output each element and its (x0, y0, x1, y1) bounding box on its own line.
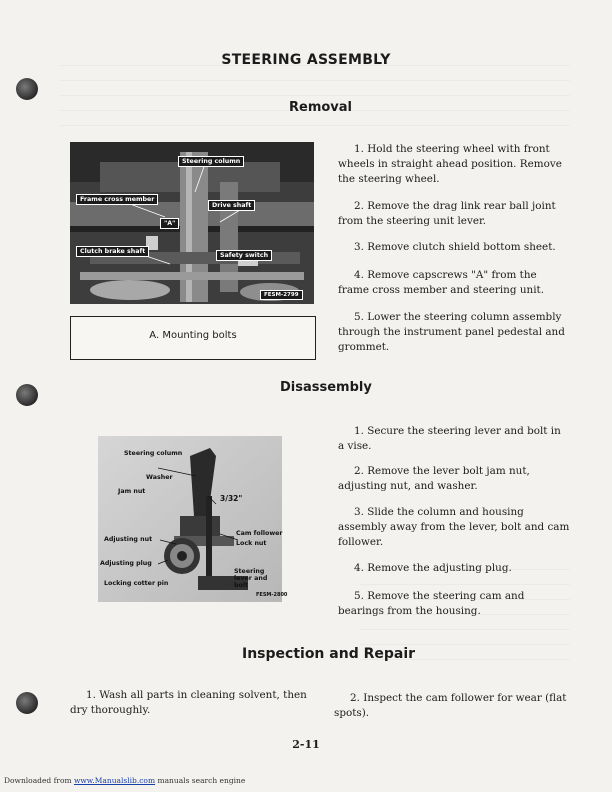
step-text: 5. Lower the steering column assembly through the instrument panel pedestal and grommet. (338, 311, 565, 353)
disassembly-photo (98, 436, 288, 602)
footer (4, 776, 245, 785)
callout-safety-switch: Safety switch (216, 250, 272, 261)
inspection-step-1 (70, 688, 308, 718)
callout-3-32-clearance: 3/32" (220, 494, 243, 503)
callout-adjusting-nut: Adjusting nut (104, 536, 153, 543)
page-number: 2-11 (292, 738, 320, 751)
removal-photo (70, 142, 314, 304)
binder-hole-middle (16, 384, 38, 406)
section-heading-disassembly: Disassembly (280, 380, 372, 395)
step-text: 3. Slide the column and housing assembly away from the lever, bolt and cam follower. (338, 506, 570, 548)
disassembly-step-1 (338, 424, 570, 454)
disassembly-step-3 (338, 505, 570, 550)
footer-suffix: manuals search engine (157, 776, 246, 785)
step-text: 1. Hold the steering wheel with front wheels in straight ahead position. Remove the steering wheel. (338, 143, 562, 185)
removal-step-5 (338, 310, 570, 355)
removal-figure-caption-box (70, 316, 316, 360)
removal-step-3 (338, 240, 570, 255)
footer-prefix: Downloaded from (4, 776, 72, 785)
callout-adjusting-plug: Adjusting plug (100, 560, 152, 567)
binder-hole-top (16, 78, 38, 100)
callout-steering-column: Steering column (178, 156, 244, 167)
step-text: 1. Secure the steering lever and bolt in a vise. (338, 425, 561, 452)
removal-step-1 (338, 142, 570, 187)
section-heading-inspection: Inspection and Repair (242, 646, 416, 662)
step-text: 1. Wash all parts in cleaning solvent, then dry thoroughly. (70, 689, 307, 716)
section-heading-removal: Removal (289, 100, 353, 115)
callout-cam-follower: Cam follower (236, 530, 283, 537)
step-text: 5. Remove the steering cam and bearings from the housing. (338, 590, 525, 617)
callout-frame-cross-member: Frame cross member (76, 194, 158, 205)
callout-steering-lever-and-bolt: Steering lever and bolt (234, 568, 268, 589)
callout-a-marker: "A" (160, 218, 179, 229)
callout-jam-nut: Jam nut (118, 488, 146, 495)
footer-link[interactable]: www.Manualslib.com (73, 776, 156, 785)
callout-drive-shaft: Drive shaft (208, 200, 255, 211)
step-text: 2. Inspect the cam follower for wear (flat spots). (334, 692, 567, 719)
binder-hole-bottom (16, 692, 38, 714)
inspection-step-2 (334, 691, 570, 721)
page-title: STEERING ASSEMBLY (221, 52, 391, 68)
callout-clutch-brake-shaft: Clutch brake shaft (76, 246, 149, 257)
figure-id-fesm-2799: FESM-2799 (260, 290, 303, 300)
bleed-through-texture (60, 56, 570, 136)
removal-step-2 (338, 199, 570, 229)
callout-steering-column-2: Steering column (124, 450, 183, 457)
removal-figure-caption: A. Mounting bolts (149, 330, 237, 341)
callout-washer: Washer (146, 474, 173, 481)
removal-step-4 (338, 268, 570, 298)
callout-locking-cotter-pin: Locking cotter pin (104, 580, 169, 587)
step-text: 4. Remove the adjusting plug. (354, 562, 512, 574)
figure-id-fesm-2800: FESM-2800 (256, 592, 288, 598)
disassembly-step-5 (338, 589, 570, 619)
step-text: 3. Remove clutch shield bottom sheet. (354, 241, 556, 253)
step-text: 4. Remove capscrews "A" from the frame cross member and steering unit. (338, 269, 545, 296)
callout-lock-nut: Lock nut (236, 540, 267, 547)
disassembly-step-2 (338, 464, 570, 494)
step-text: 2. Remove the drag link rear ball joint from the steering unit lever. (338, 200, 556, 227)
step-text: 2. Remove the lever bolt jam nut, adjusting nut, and washer. (338, 465, 530, 492)
disassembly-step-4 (338, 561, 570, 576)
